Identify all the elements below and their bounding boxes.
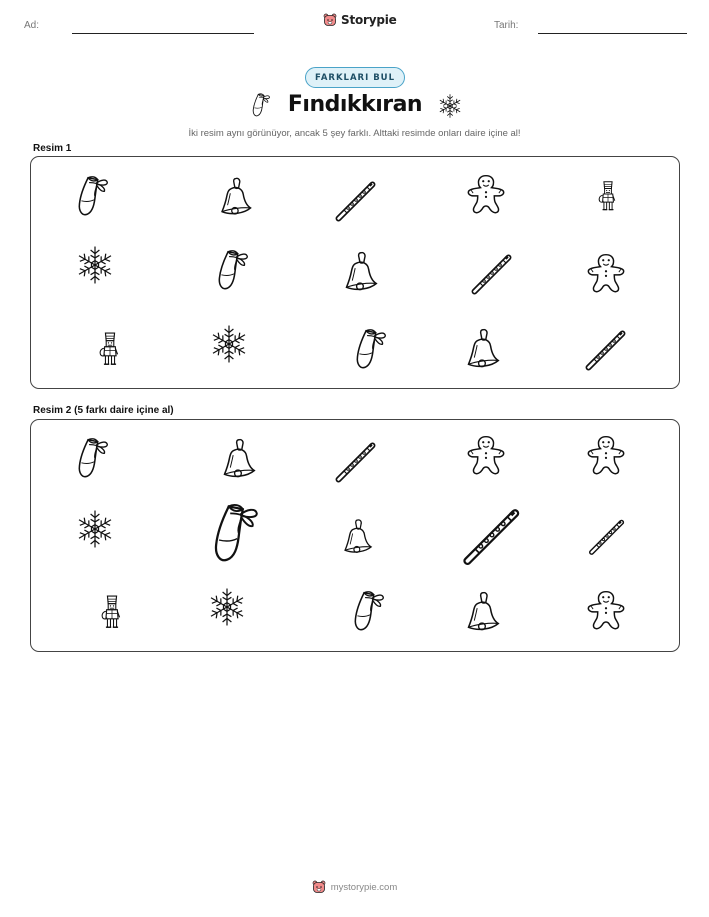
picture1-panel — [30, 156, 680, 389]
snowflake-icon[interactable] — [205, 584, 249, 630]
nutcracker-icon[interactable] — [91, 323, 129, 375]
snowflake-icon — [436, 92, 464, 120]
storypie-bear-icon — [323, 13, 337, 27]
date-label: Tarih: — [494, 20, 519, 31]
gingerbread-man-icon[interactable] — [583, 249, 629, 299]
pointe-shoe-icon[interactable] — [343, 586, 391, 636]
picture2-panel — [30, 419, 680, 652]
flute-icon[interactable] — [331, 175, 381, 225]
date-line[interactable] — [538, 33, 687, 34]
flute-icon[interactable] — [467, 247, 517, 299]
flute-icon[interactable] — [581, 323, 631, 375]
bell-icon[interactable] — [457, 586, 505, 636]
pointe-shoe-icon[interactable] — [67, 171, 115, 221]
gingerbread-man-icon[interactable] — [463, 432, 509, 480]
footer — [0, 880, 709, 894]
gingerbread-man-icon[interactable] — [463, 171, 509, 219]
brand-name: Storypie — [341, 13, 397, 27]
picture2-label: Resim 2 (5 farkı daire içine al) — [33, 405, 174, 416]
bell-icon[interactable] — [335, 512, 377, 560]
nutcracker-icon[interactable] — [591, 171, 625, 221]
flute-icon[interactable] — [457, 500, 527, 570]
gingerbread-man-icon[interactable] — [583, 586, 629, 636]
picture1-label: Resim 1 — [33, 143, 72, 154]
gingerbread-man-icon[interactable] — [583, 432, 629, 480]
storypie-bear-icon — [312, 880, 326, 894]
snowflake-icon[interactable] — [207, 321, 251, 367]
flute-icon[interactable] — [585, 512, 629, 560]
pointe-shoe-icon[interactable] — [207, 245, 255, 295]
storypie-logo — [323, 13, 397, 27]
find-differences-badge: FARKLARI BUL — [305, 67, 405, 88]
pointe-shoe-icon[interactable] — [67, 432, 115, 484]
name-label: Ad: — [24, 20, 40, 31]
pointe-shoe-icon — [246, 90, 274, 120]
snowflake-icon[interactable] — [73, 243, 117, 287]
instructions: İki resim aynı görünüyor, ancak 5 şey farklı. Alttaki resimde onları daire içine al! — [188, 128, 521, 139]
bell-icon[interactable] — [335, 245, 383, 297]
page-title: Fındıkkıran — [287, 92, 423, 117]
nutcracker-icon[interactable] — [93, 586, 131, 638]
bell-icon[interactable] — [457, 323, 505, 373]
flute-icon[interactable] — [331, 436, 381, 486]
pointe-shoe-icon[interactable] — [197, 498, 269, 568]
name-line[interactable] — [72, 33, 254, 34]
pointe-shoe-icon[interactable] — [345, 323, 393, 375]
snowflake-icon[interactable] — [73, 506, 117, 552]
bell-icon[interactable] — [213, 434, 261, 482]
footer-site[interactable]: mystorypie.com — [330, 881, 398, 893]
bell-icon[interactable] — [211, 173, 257, 219]
